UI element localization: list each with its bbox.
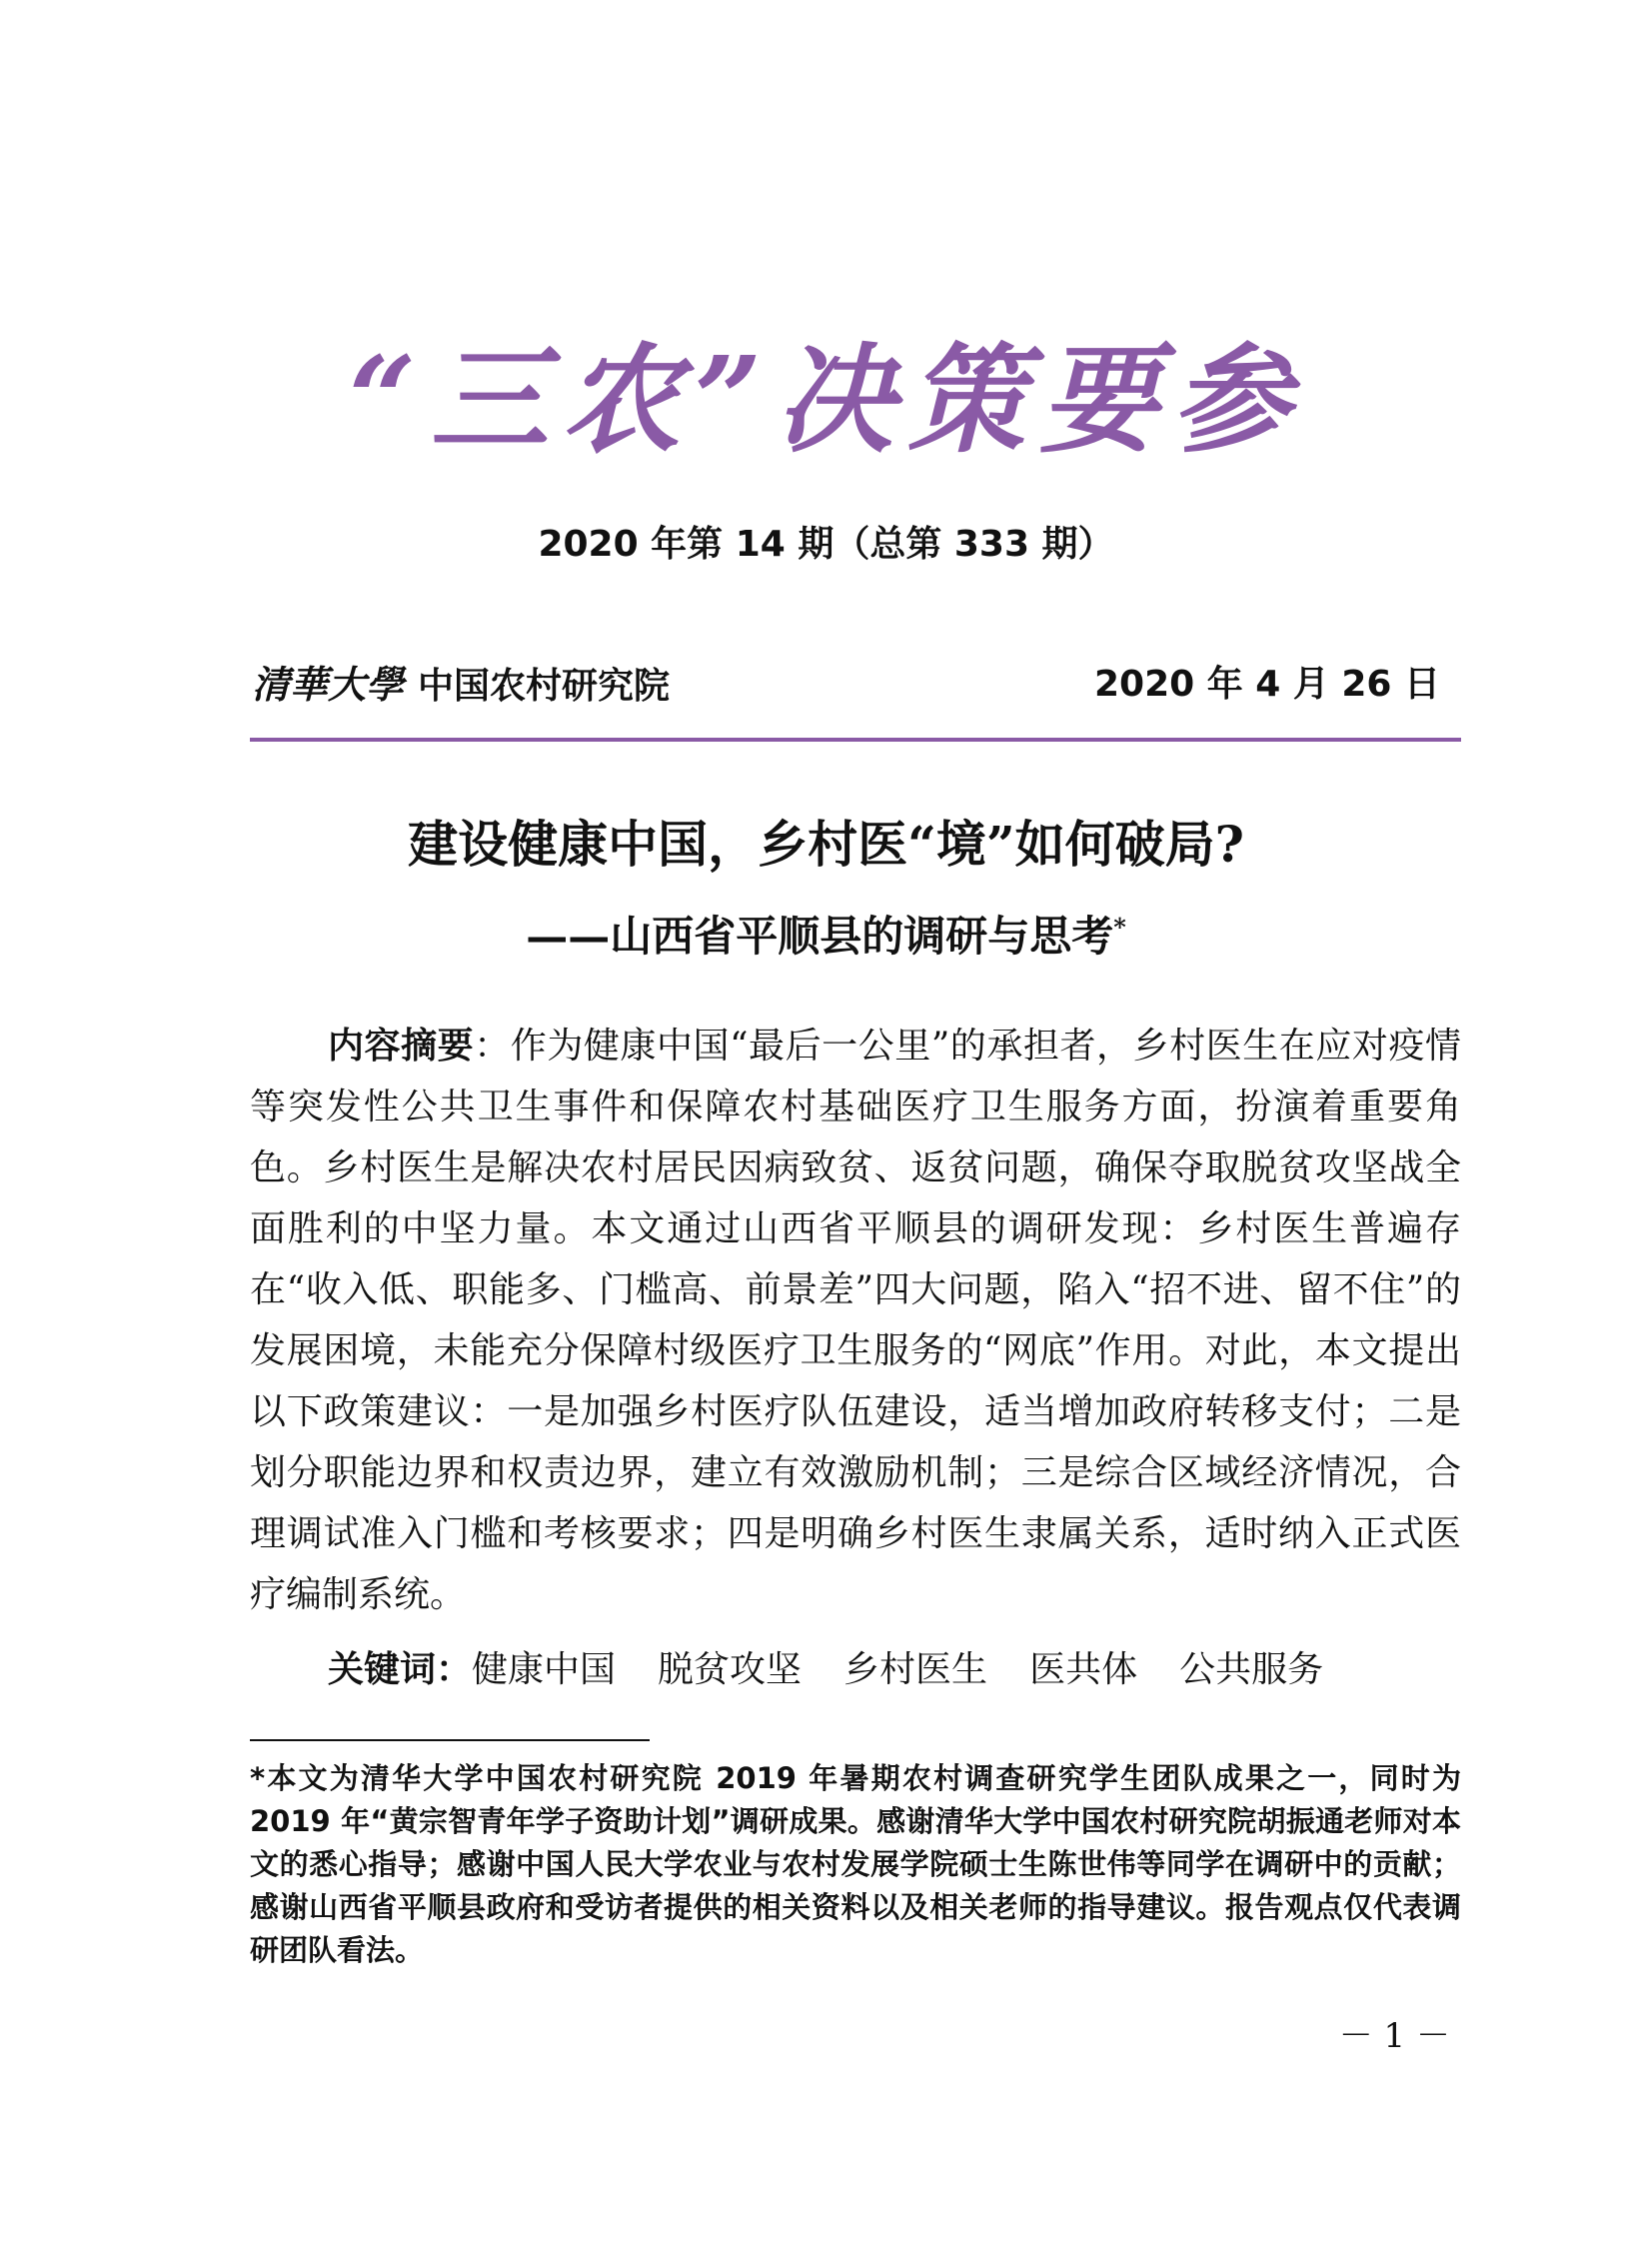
abstract-label: 内容摘要 — [328, 1026, 475, 1067]
masthead-title: “三农”决策要参 — [348, 330, 1304, 469]
keywords-line — [328, 1642, 1365, 1698]
footnote: *本文为清华大学中国农村研究院 2019 年暑期农村调查研究学生团队成果之一，同时为 2019 年“黄宗智青年学子资助计划”调研成果。感谢清华大学中国农村研究院胡振通老师对本文的悉心指导；感谢中国人民大学农业与农村发展学院硕士生陈世伟等同学在调研中的贡献；感谢山西省平顺县政府和受访者提供的相关资料以及相关老师的指导建议。报告观点仅代表调研团队看法。 — [250, 1761, 1461, 1967]
publication-date: 2020 年 4 月 26 日 — [1093, 664, 1440, 705]
university-logo-text: 清華大學 — [252, 662, 405, 707]
institution-name: 中国农村研究院 — [418, 666, 671, 707]
keywords-label: 关键词： — [328, 1649, 473, 1690]
keyword: 公共服务 — [1179, 1649, 1324, 1690]
subtitle-text: ——山西省平顺县的调研与思考 — [526, 912, 1114, 961]
institution — [252, 660, 670, 712]
keyword: 脱贫攻坚 — [658, 1649, 803, 1690]
abstract-paragraph — [250, 1016, 1461, 1625]
article-subtitle — [0, 898, 1652, 967]
issue-number: 2020 年第 14 期（总第 333 期） — [538, 524, 1114, 565]
footnote-divider — [250, 1739, 650, 1741]
keyword: 医共体 — [1029, 1649, 1138, 1690]
footnote-marker: * — [1113, 913, 1126, 942]
header-divider — [250, 738, 1461, 742]
keyword: 乡村医生 — [843, 1649, 988, 1690]
article-title: 建设健康中国，乡村医“境”如何破局? — [408, 815, 1244, 874]
abstract-text: ：作为健康中国“最后一公里”的承担者，乡村医生在应对疫情等突发性公共卫生事件和保障农村基础医疗卫生服务方面，扮演着重要角色。乡村医生是解决农村居民因病致贫、返贫问题，确保夺取脱贫攻坚战全面胜利的中坚力量。本文通过山西省平顺县的调研发现：乡村医生普遍存在“收入低、职能多、门槛高、前景差”四大问题，陷入“招不进、留不住”的发展困境，未能充分保障村级医疗卫生服务的“网底”作用。对此，本文提出以下政策建议：一是加强乡村医疗队伍建设，适当增加政府转移支付；二是划分职能边界和权责边界，建立有效激励机制；三是综合区域经济情况，合理调试准入门槛和考核要求；四是明确乡村医生隶属关系，适时纳入正式医疗编制系统。 — [250, 1026, 1461, 1615]
keyword: 健康中国 — [472, 1649, 617, 1690]
page-number: － 1 － — [1338, 2016, 1450, 2056]
